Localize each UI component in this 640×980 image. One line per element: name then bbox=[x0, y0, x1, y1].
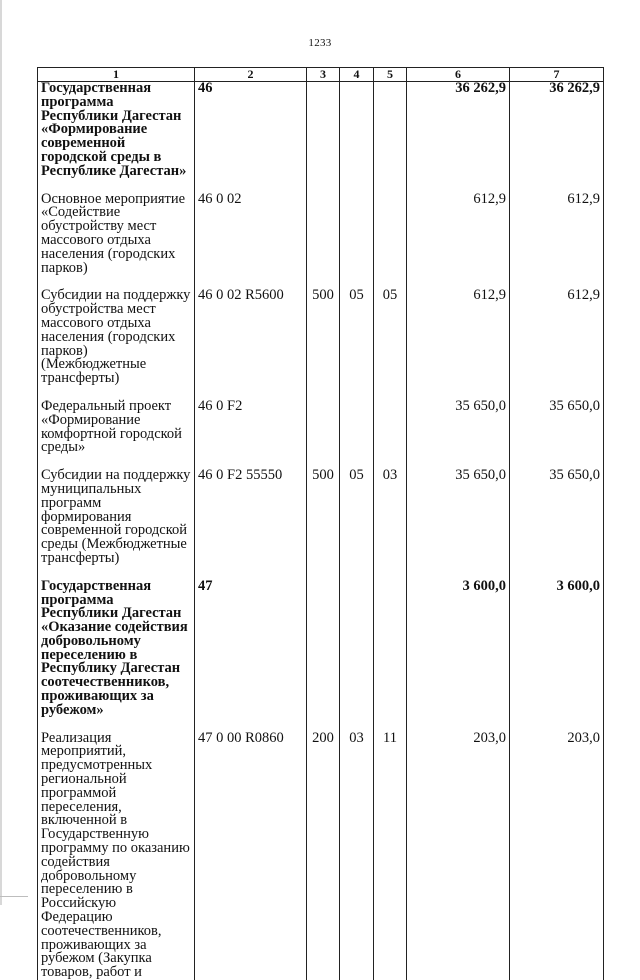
column-header-6: 6 bbox=[407, 68, 510, 82]
row-target-code: 47 0 00 R0860 bbox=[195, 732, 307, 980]
table-row bbox=[38, 400, 604, 469]
row-section bbox=[340, 82, 374, 193]
row-name: Субсидии на поддержку обустройства мест массового отдыха населения (городских парков) (Межбюджетные трансферты) bbox=[38, 289, 195, 400]
row-subsection bbox=[374, 193, 407, 290]
row-amount-col6: 612,9 bbox=[407, 193, 510, 290]
row-subsection bbox=[374, 400, 407, 469]
row-expense-type bbox=[307, 580, 340, 732]
row-section: 05 bbox=[340, 469, 374, 580]
row-name: Реализация мероприятий, предусмотренных региональной программой переселения, включенной в Государственную программу по оказанию содействия добровольному переселению в Российскую Федерацию соотечественников, проживающих за рубежом (Закупка товаров, работ и bbox=[38, 732, 195, 980]
row-subsection: 05 bbox=[374, 289, 407, 400]
row-target-code: 46 0 02 R5600 bbox=[195, 289, 307, 400]
row-subsection bbox=[374, 580, 407, 732]
page-number: 1233 bbox=[308, 37, 332, 49]
row-amount-col7: 36 262,9 bbox=[510, 82, 604, 193]
row-target-code: 46 0 F2 55550 bbox=[195, 469, 307, 580]
column-header-4: 4 bbox=[340, 68, 374, 82]
table-row bbox=[38, 193, 604, 290]
row-amount-col7: 612,9 bbox=[510, 193, 604, 290]
row-expense-type: 500 bbox=[307, 469, 340, 580]
scan-edge bbox=[0, 0, 2, 905]
table-row bbox=[38, 732, 604, 980]
column-header-5: 5 bbox=[374, 68, 407, 82]
row-subsection: 11 bbox=[374, 732, 407, 980]
page-corner-mark bbox=[0, 896, 28, 897]
table-row bbox=[38, 580, 604, 732]
row-name: Государственная программа Республики Дагестан «Формирование современной городской среды в Республике Дагестан» bbox=[38, 82, 195, 193]
row-target-code: 47 bbox=[195, 580, 307, 732]
row-amount-col7: 203,0 bbox=[510, 732, 604, 980]
column-header-1: 1 bbox=[38, 68, 195, 82]
column-header-7: 7 bbox=[510, 68, 604, 82]
row-amount-col6: 35 650,0 bbox=[407, 469, 510, 580]
row-amount-col6: 35 650,0 bbox=[407, 400, 510, 469]
row-section: 05 bbox=[340, 289, 374, 400]
budget-table bbox=[37, 67, 604, 980]
row-amount-col6: 3 600,0 bbox=[407, 580, 510, 732]
row-amount-col7: 35 650,0 bbox=[510, 400, 604, 469]
row-target-code: 46 0 F2 bbox=[195, 400, 307, 469]
row-expense-type bbox=[307, 193, 340, 290]
table-row bbox=[38, 469, 604, 580]
column-header-2: 2 bbox=[195, 68, 307, 82]
row-section bbox=[340, 193, 374, 290]
row-name: Государственная программа Республики Дагестан «Оказание содействия добровольному переселению в Республику Дагестан соотечественников, проживающих за рубежом» bbox=[38, 580, 195, 732]
row-expense-type bbox=[307, 400, 340, 469]
row-target-code: 46 bbox=[195, 82, 307, 193]
row-subsection bbox=[374, 82, 407, 193]
row-expense-type: 500 bbox=[307, 289, 340, 400]
row-section: 03 bbox=[340, 732, 374, 980]
column-header-3: 3 bbox=[307, 68, 340, 82]
row-name: Субсидии на поддержку муниципальных программ формирования современной городской среды (Межбюджетные трансферты) bbox=[38, 469, 195, 580]
table-row bbox=[38, 289, 604, 400]
row-amount-col6: 612,9 bbox=[407, 289, 510, 400]
row-section bbox=[340, 400, 374, 469]
row-amount-col7: 35 650,0 bbox=[510, 469, 604, 580]
row-amount-col7: 612,9 bbox=[510, 289, 604, 400]
table-row bbox=[38, 82, 604, 193]
row-amount-col7: 3 600,0 bbox=[510, 580, 604, 732]
row-expense-type: 200 bbox=[307, 732, 340, 980]
row-name: Основное мероприятие «Содействие обустройству мест массового отдыха населения (городских парков) bbox=[38, 193, 195, 290]
row-amount-col6: 203,0 bbox=[407, 732, 510, 980]
row-expense-type bbox=[307, 82, 340, 193]
row-target-code: 46 0 02 bbox=[195, 193, 307, 290]
row-amount-col6: 36 262,9 bbox=[407, 82, 510, 193]
row-subsection: 03 bbox=[374, 469, 407, 580]
row-name: Федеральный проект «Формирование комфортной городской среды» bbox=[38, 400, 195, 469]
row-section bbox=[340, 580, 374, 732]
